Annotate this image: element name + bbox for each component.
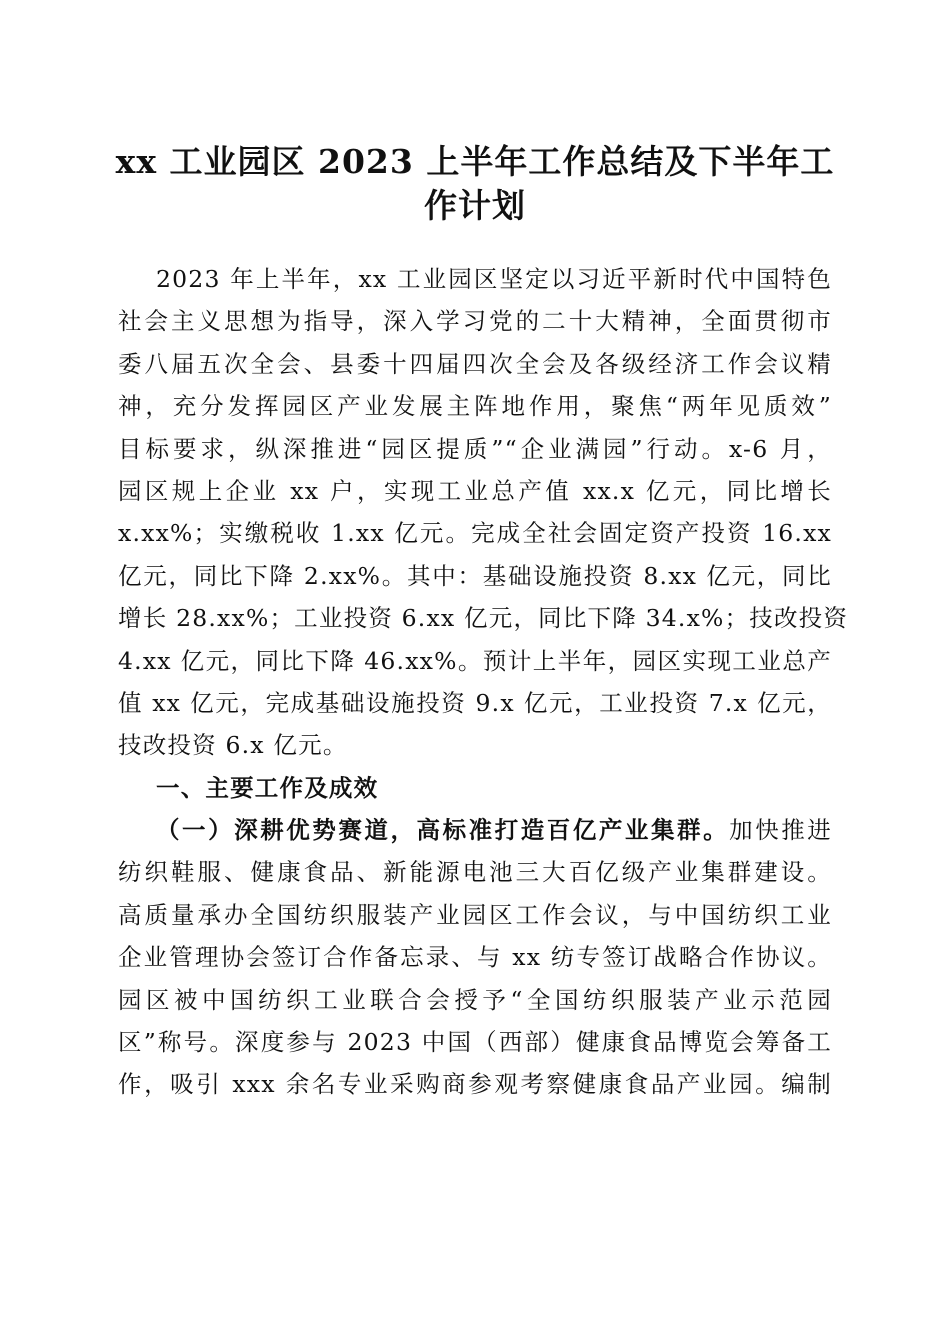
section-heading: 一、主要工作及成效 [156,773,379,802]
paragraph-line: 神，充分发挥园区产业发展主阵地作用，聚焦“两年见质效” [118,392,832,421]
paragraph-line [118,809,832,851]
intro-paragraph [118,258,849,767]
paragraph-line: 增长 28.xx%；工业投资 6.xx 亿元，同比下降 34.x%；技改投资 [118,604,849,633]
paragraph-line: 4.xx 亿元，同比下降 46.xx%。预计上半年，园区实现工业总产 [118,646,832,675]
title-line-1: xx 工业园区 2023 上半年工作总结及下半年工 [115,142,835,181]
document-title [110,140,840,228]
title-line-2: 作计划 [424,186,526,225]
paragraph-line: 企业管理协会签订合作备忘录、与 xx 纺专签订战略合作协议。 [118,943,832,972]
paragraph-line: 高质量承办全国纺织服装产业园区工作会议，与中国纺织工业 [118,900,832,929]
document-body [118,258,849,1106]
paragraph-line: 值 xx 亿元，完成基础设施投资 9.x 亿元，工业投资 7.x 亿元， [118,688,832,717]
paragraph-line: 委八届五次全会、县委十四届四次全会及各级经济工作会议精 [118,349,832,378]
paragraph-line: 社会主义思想为指导，深入学习党的二十大精神，全面贯彻市 [118,307,832,336]
subsection-lead: （一）深耕优势赛道，高标准打造百亿产业集群。 [156,816,730,845]
paragraph-line: 技改投资 6.x 亿元。 [118,731,348,760]
subsection-paragraph [118,809,832,1106]
paragraph-line: 园区规上企业 xx 户，实现工业总产值 xx.x 亿元，同比增长 [118,476,832,505]
subsection-lead-rest: 加快推进 [729,816,832,845]
paragraph-line: 目标要求，纵深推进“园区提质”“企业满园”行动。x-6 月， [118,434,832,463]
paragraph-line: 亿元，同比下降 2.xx%。其中：基础设施投资 8.xx 亿元，同比 [118,561,832,590]
paragraph-line: 纺织鞋服、健康食品、新能源电池三大百亿级产业集群建设。 [118,858,832,887]
paragraph-line: x.xx%；实缴税收 1.xx 亿元。完成全社会固定资产投资 16.xx [118,519,832,548]
paragraph-line: 作，吸引 xxx 余名专业采购商参观考察健康食品产业园。编制 [118,1070,832,1099]
paragraph-line: 2023 年上半年，xx 工业园区坚定以习近平新时代中国特色 [156,265,832,293]
paragraph-line: 区”称号。深度参与 2023 中国（西部）健康食品博览会筹备工 [118,1028,832,1057]
paragraph-line: 园区被中国纺织工业联合会授予“全国纺织服装产业示范园 [118,985,832,1014]
